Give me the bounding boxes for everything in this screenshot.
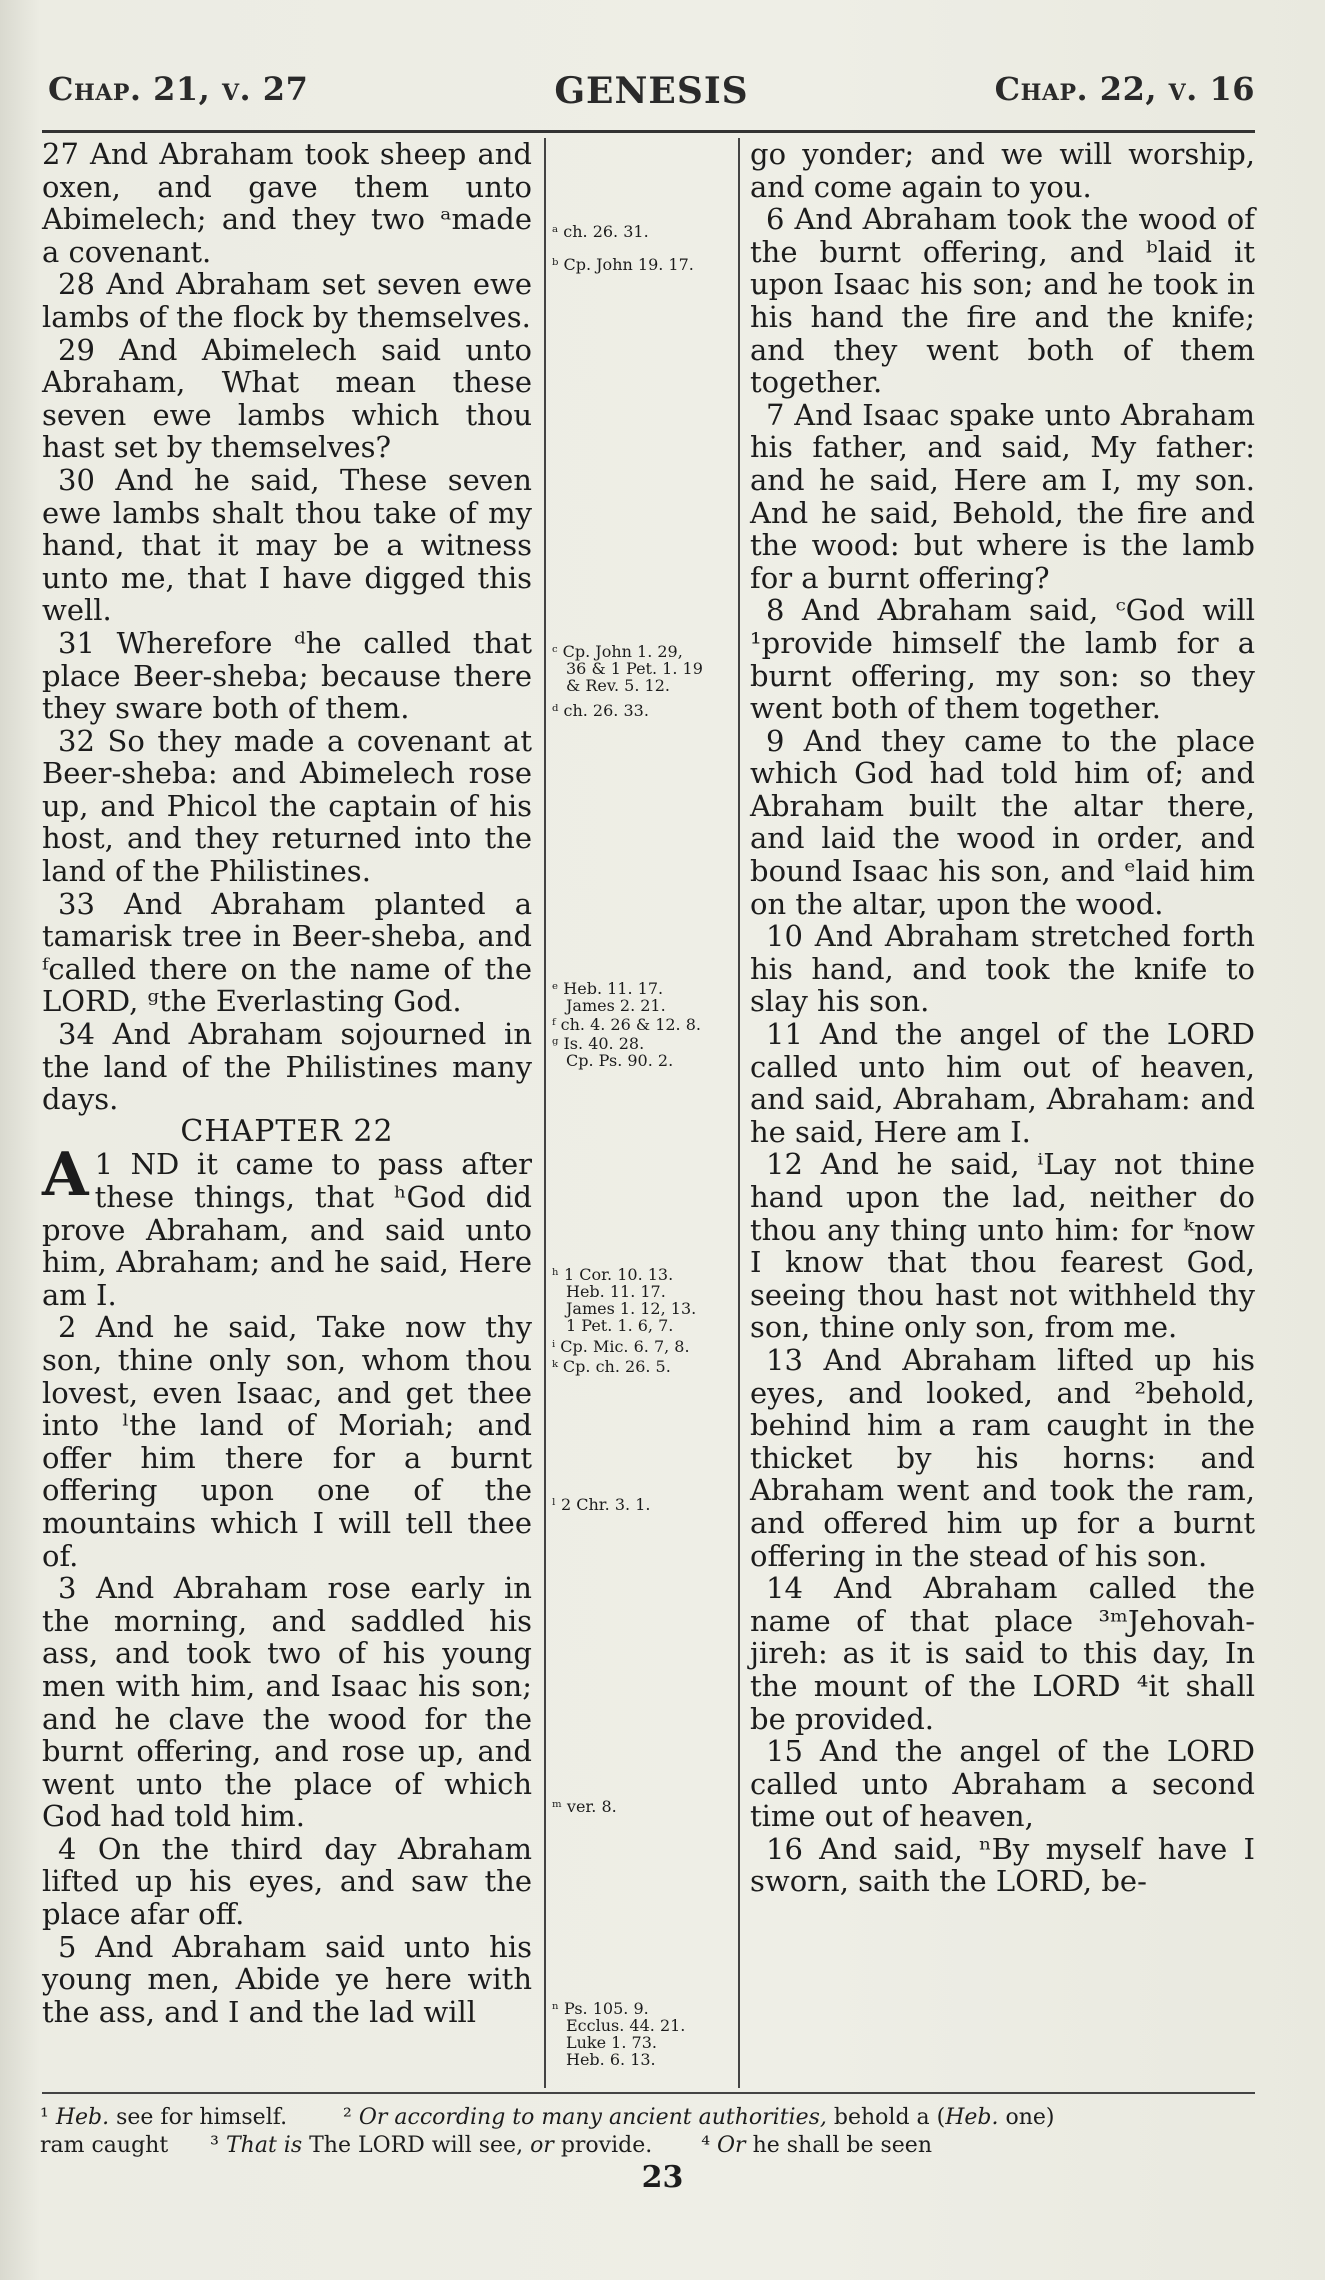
reference-line: ᵈ ch. 26. 33. — [552, 701, 649, 720]
verse: 28 And Abraham set seven ewe lambs of the flock by themselves. — [42, 267, 532, 334]
footnote-text: see for himself. — [116, 2105, 288, 2130]
verse-text: ND it came to pass after these things, that ʰGod did prove Abraham, and said unto him, Abraham; and he said, Here am I. — [42, 1147, 532, 1312]
footnote-marker: ² — [343, 2105, 352, 2130]
footnote-text: one) — [1005, 2105, 1055, 2130]
verse: 30 And he said, These seven ewe lambs shalt thou take of my hand, that it may be a witness unto me, that I have digged this well. — [42, 462, 532, 628]
reference-line: ᵍ Is. 40. 28. — [552, 1034, 645, 1053]
footnote-italic: That is — [225, 2133, 303, 2158]
reference-line: ᵃ ch. 26. 31. — [552, 222, 649, 241]
reference-line: ᶜ Cp. John 1. 29, — [552, 642, 683, 661]
reference-line: Luke 1. 73. — [566, 2033, 657, 2052]
verse: 4 On the third day Abraham lifted up his eyes, and saw the place afar off. — [42, 1831, 532, 1932]
verse: 33 And Abraham planted a tamarisk tree in Beer-sheba, and ᶠcalled there on the name of the LORD, ᵍthe Everlasting God. — [42, 886, 532, 1019]
verse: 15 And the angel of the LORD called unto Abraham a second time out of heaven, — [750, 1734, 1255, 1834]
footnote-text: The LORD will see, — [309, 2133, 524, 2158]
reference-line: Ecclus. 44. 21. — [566, 2016, 686, 2035]
reference — [552, 1035, 734, 1069]
header-title: GENESIS — [554, 70, 749, 112]
footnote-marker: ⁴ — [701, 2133, 711, 2158]
verse: 14 And Abraham called the name of that place ³ᵐJehovah-jireh: as it is said to this day, In the mount of the LORD ⁴it shall be provided. — [750, 1571, 1255, 1736]
verse: 13 And Abraham lifted up his eyes, and looked, and ²behold, behind him a ram caught in the thicket by his horns: and Abraham went and took the ram, and offered him up for a burnt offering in the stead of his son. — [750, 1342, 1255, 1573]
verse: 6 And Abraham took the wood of the burnt offering, and ᵇlaid it upon Isaac his son; and he took in his hand the fire and the knife; and they went both of them together. — [750, 202, 1255, 400]
verse: 10 And Abraham stretched forth his hand, and took the knife to slay his son. — [750, 919, 1255, 1019]
reference-line: ᵉ Heb. 11. 17. — [552, 979, 664, 998]
footnote-line-2 — [40, 2132, 1260, 2160]
reference — [552, 256, 734, 273]
reference-line: 1 Pet. 1. 6, 7. — [566, 1316, 674, 1335]
reference-line: James 2. 21. — [566, 996, 666, 1015]
verse: 5 And Abraham said unto his young men, Abide ye here with the ass, and I and the lad will — [42, 1929, 532, 2029]
right-text-column — [750, 138, 1255, 1898]
column-divider-left — [544, 138, 546, 2088]
column-divider-right — [738, 138, 740, 2088]
reference — [552, 1016, 734, 1033]
verse: 11 And the angel of the LORD called unto him out of heaven, and said, Abraham, Abraham: and he said, Here am I. — [750, 1017, 1255, 1149]
verse: 31 Wherefore ᵈhe called that place Beer-sheba; because there they sware both of them. — [42, 625, 532, 726]
header-rule — [42, 130, 1255, 133]
footnote-italic: or — [530, 2133, 554, 2158]
footnote-text: behold a ( — [833, 2105, 946, 2130]
reference-line: 36 & 1 Pet. 1. 19 — [566, 659, 703, 678]
verse: 3 And Abraham rose early in the morning, and saddled his ass, and took two of his young men with him, and Isaac his son; and he clave the wood for the burnt offering, and rose up, and went unto the place of which God had told him. — [42, 1571, 532, 1834]
reference-line: ᵏ Cp. ch. 26. 5. — [552, 1357, 671, 1376]
footnote-text: ram caught — [40, 2133, 169, 2158]
verse-number: 1 — [94, 1147, 114, 1182]
verse: 16 And said, ⁿBy myself have I sworn, saith the LORD, be- — [750, 1831, 1255, 1899]
reference — [552, 702, 734, 719]
reference — [552, 1496, 734, 1513]
reference-line: Heb. 6. 13. — [566, 2050, 656, 2069]
reference-line: ⁿ Ps. 105. 9. — [552, 1999, 649, 2018]
header-right: Chap. 22, v. 16 — [994, 70, 1255, 108]
verse: go yonder; and we will worship, and come again to you. — [750, 137, 1255, 204]
reference — [552, 980, 734, 1014]
footnote-italic: Or according to many ancient authorities, — [358, 2105, 827, 2130]
reference-line: Cp. Ps. 90. 2. — [566, 1051, 674, 1070]
footnote-italic: Heb. — [945, 2105, 999, 2130]
footnote-rule — [42, 2092, 1255, 2094]
page-number: 23 — [641, 2160, 684, 2195]
reference-line: ᵇ Cp. John 19. 17. — [552, 255, 694, 274]
reference-line: Heb. 11. 17. — [566, 1282, 666, 1301]
verse: 9 And they came to the place which God had told him of; and Abraham built the altar there, and laid the wood in order, and bound Isaac his son, and ᵉlaid him on the altar, upon the wood. — [750, 723, 1255, 921]
reference — [552, 2000, 734, 2068]
reference — [552, 1358, 734, 1375]
header-left: Chap. 21, v. 27 — [48, 70, 309, 108]
footnote-line-1 — [40, 2104, 1260, 2132]
footnote-italic: Heb. — [55, 2105, 110, 2130]
footnote-marker: ¹ — [40, 2105, 49, 2130]
footnotes — [40, 2104, 1260, 2160]
reference — [552, 223, 734, 240]
reference-line: James 1. 12, 13. — [566, 1299, 697, 1318]
reference-line: ʰ 1 Cor. 10. 13. — [552, 1265, 674, 1284]
verse: 8 And Abraham said, ᶜGod will ¹provide himself the lamb for a burnt offering, my son: so they went both of them together. — [750, 593, 1255, 726]
reference — [552, 643, 734, 694]
left-text-column — [42, 138, 532, 2028]
verse: 12 And he said, ⁱLay not thine hand upon the lad, neither do thou any thing unto him: for ᵏnow I know that thou fearest God, seeing thou hast not withheld thy son, thine only son, from me. — [750, 1147, 1255, 1345]
running-header — [48, 70, 1255, 130]
reference — [552, 1266, 734, 1334]
verse — [42, 1140, 532, 1312]
verse: 7 And Isaac spake unto Abraham his father, and said, My father: and he said, Here am I, my son. And he said, Behold, the fire and the wood: but where is the lamb for a burnt offering? — [750, 397, 1255, 595]
reference — [552, 1338, 734, 1355]
footnote-marker: ³ — [210, 2133, 219, 2158]
reference-line: ᵐ ver. 8. — [552, 1797, 617, 1816]
verse: 29 And Abimelech said unto Abraham, What mean these seven ewe lambs which thou hast set by themselves? — [42, 332, 532, 465]
reference-line: ⁱ Cp. Mic. 6. 7, 8. — [552, 1337, 690, 1356]
drop-cap: A — [42, 1140, 89, 1211]
reference — [552, 1798, 734, 1815]
reference-line: ˡ 2 Chr. 3. 1. — [552, 1495, 651, 1514]
footnote-text: provide. — [560, 2133, 653, 2158]
reference-line: ᶠ ch. 4. 26 & 12. 8. — [552, 1015, 701, 1034]
verse: 2 And he said, Take now thy son, thine only son, whom thou lovest, even Isaac, and get thee into ˡthe land of Moriah; and offer him there for a burnt offering upon one of the mountains which I will tell thee of. — [42, 1310, 532, 1573]
verse: 27 And Abraham took sheep and oxen, and gave them unto Abimelech; and they two ᵃmade a covenant. — [42, 137, 532, 269]
reference-line: & Rev. 5. 12. — [566, 676, 670, 695]
chapter-heading: CHAPTER 22 — [180, 1113, 394, 1149]
footnote-italic: Or — [717, 2133, 746, 2158]
verse: 34 And Abraham sojourned in the land of the Philistines many days. — [42, 1017, 532, 1117]
footnote-text: he shall be seen — [752, 2133, 932, 2158]
verse: 32 So they made a covenant at Beer-sheba: and Abimelech rose up, and Phicol the captain of his host, and they returned into the land of the Philistines. — [42, 723, 532, 889]
